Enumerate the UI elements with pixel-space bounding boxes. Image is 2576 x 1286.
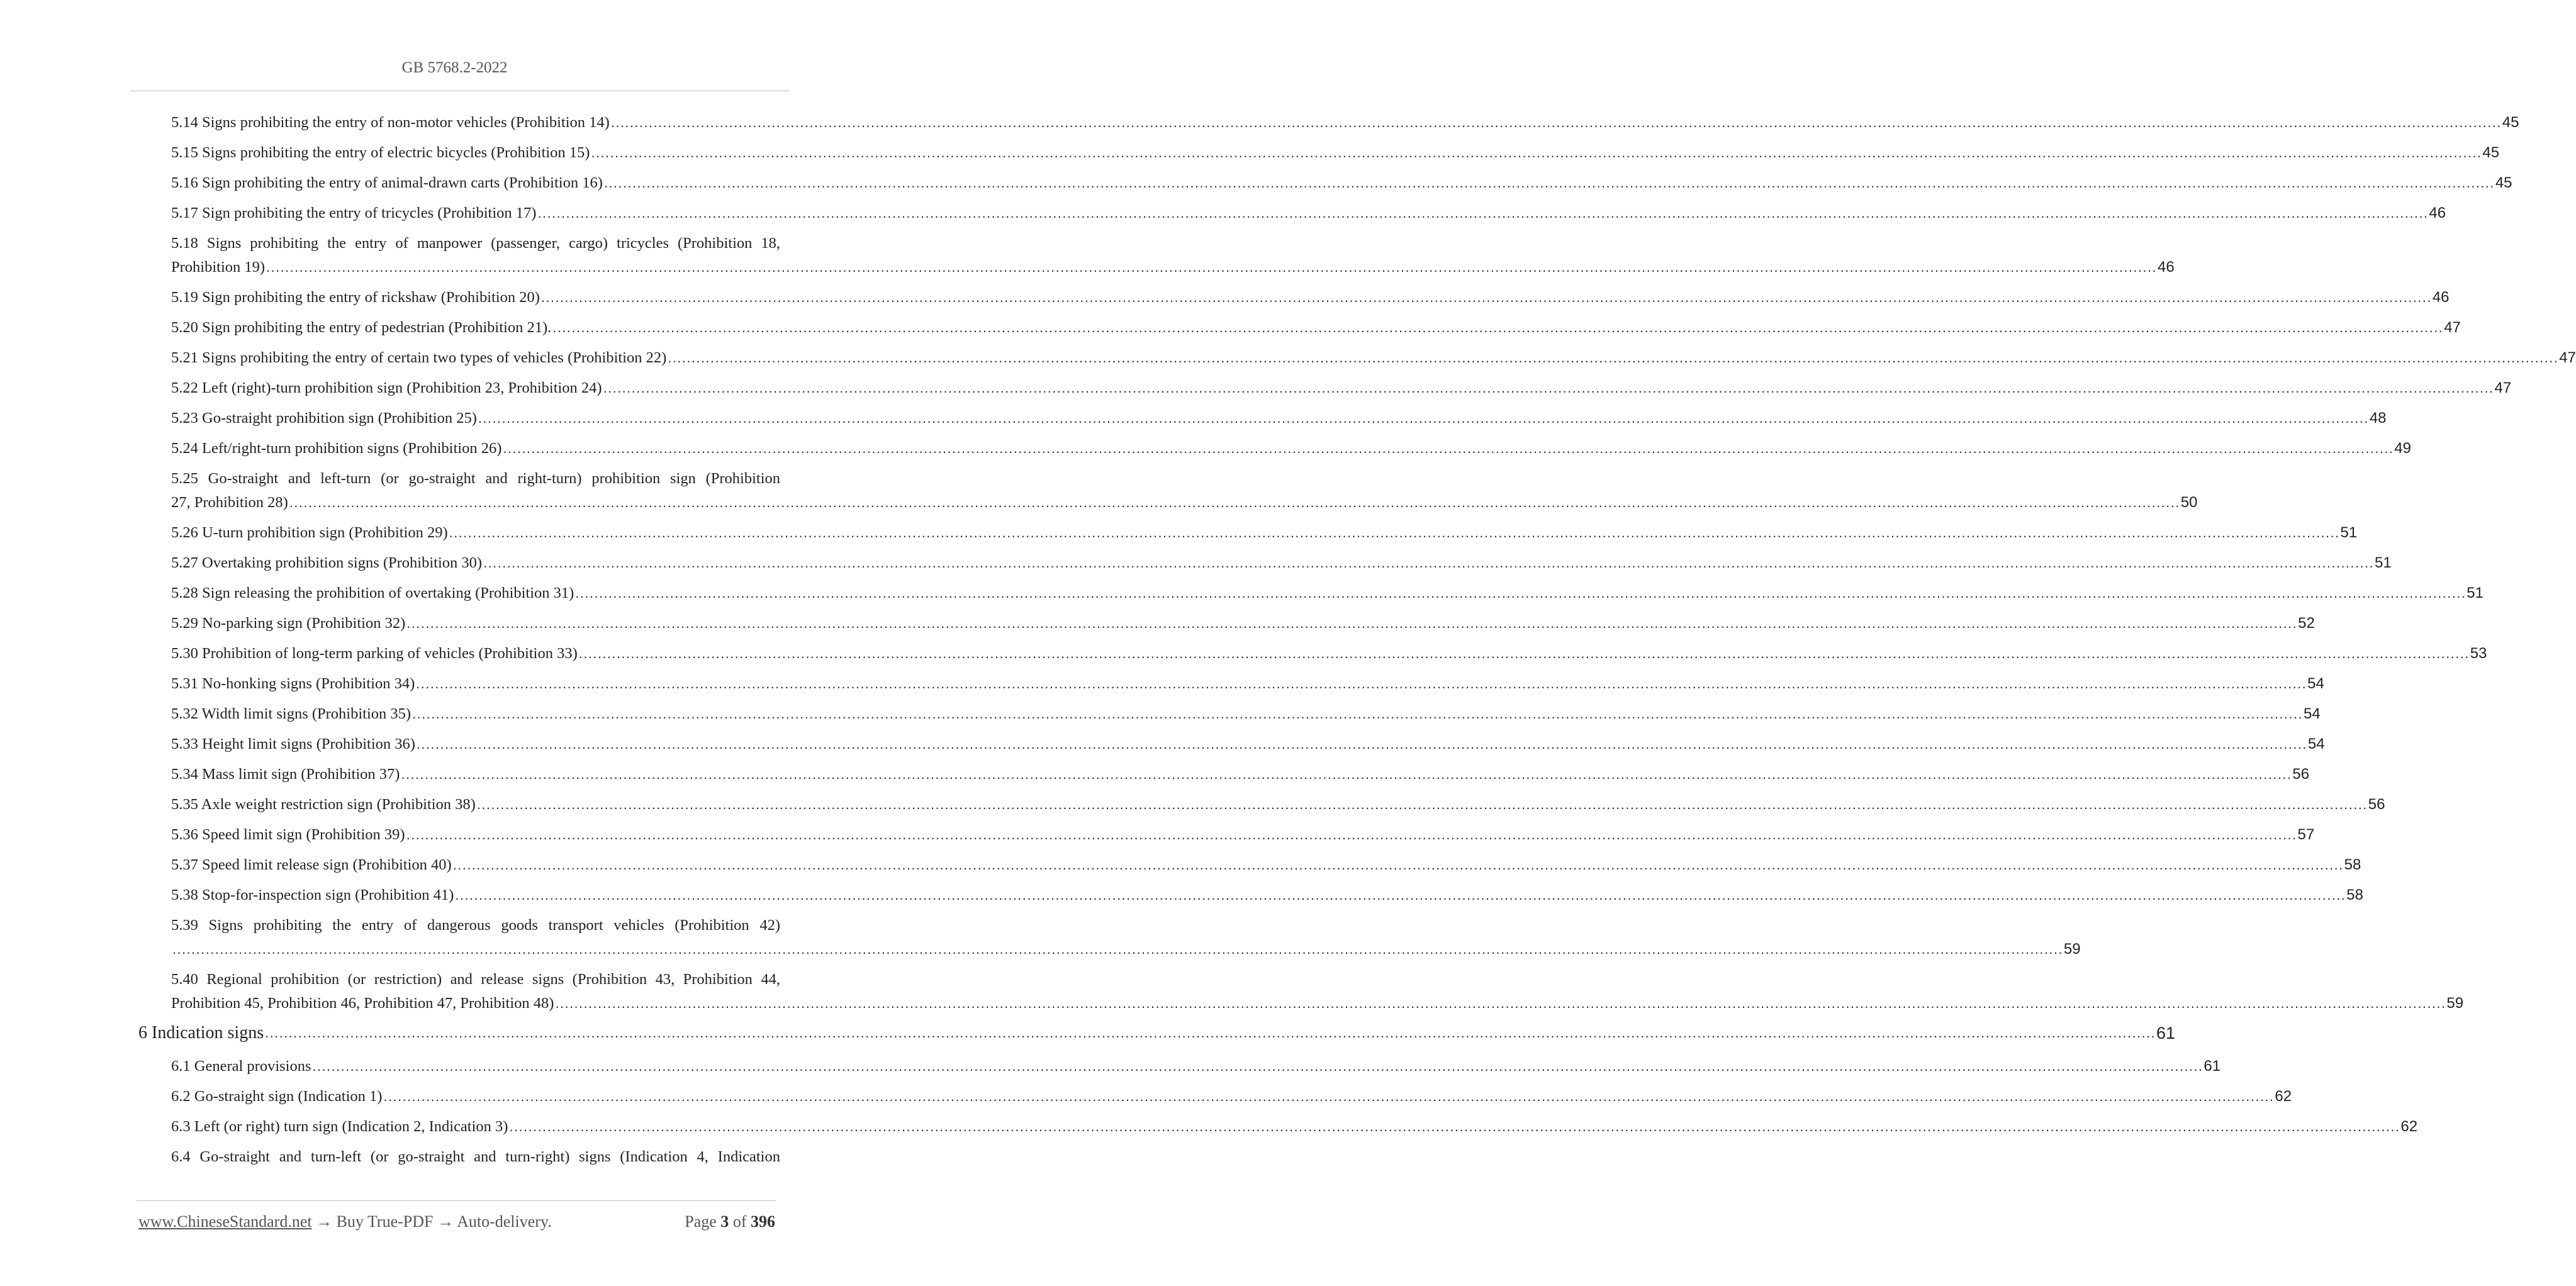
toc-entry[interactable]: [171, 201, 2446, 225]
toc-entry[interactable]: [171, 672, 2324, 696]
toc-entry-title: Prohibition 45, Prohibition 46, Prohibition 47, Prohibition 48): [171, 995, 554, 1012]
toc-chapter-entry[interactable]: [138, 1020, 2176, 1046]
toc-entry-title: 5.29 No-parking sign (Prohibition 32): [171, 615, 406, 632]
toc-entry[interactable]: [171, 763, 2310, 786]
toc-leader-dots: ................................................................................................................................................................................................................................................................................................................................................................................................................: [406, 615, 2298, 631]
toc-leader-dots: ................................................................................................................................................................................................................................................................................................................................................................................................................: [265, 1025, 2156, 1041]
toc-entry[interactable]: [171, 853, 2361, 877]
toc-leader-dots: ................................................................................................................................................................................................................................................................................................................................................................................................................: [452, 857, 2344, 873]
toc-entry-title: 5.16 Sign prohibiting the entry of animal-drawn carts (Prohibition 16): [171, 174, 603, 191]
toc-entry[interactable]: [171, 1085, 2292, 1109]
toc-page-number: 59: [2063, 941, 2081, 958]
toc-entry-title: 5.32 Width limit signs (Prohibition 35): [171, 705, 412, 722]
toc-leader-dots: ................................................................................................................................................................................................................................................................................................................................................................................................................: [478, 410, 2369, 426]
arrow-icon: →: [437, 1212, 454, 1231]
toc-page-number: 46: [2429, 204, 2446, 221]
toc-entry-title: 5.36 Speed limit sign (Prohibition 39): [171, 826, 405, 843]
toc-page-number: 50: [2180, 494, 2198, 511]
toc-entry-title: 6.1 General provisions: [171, 1058, 311, 1075]
toc-entry[interactable]: [171, 316, 2461, 340]
footer-left: [138, 1212, 552, 1231]
toc-page-number: 54: [2307, 675, 2324, 692]
toc-entry[interactable]: [171, 732, 2325, 756]
of-word: of: [732, 1212, 747, 1231]
toc-leader-dots: ................................................................................................................................................................................................................................................................................................................................................................................................................: [552, 320, 2444, 335]
toc-entry-line: 5.40 Regional prohibition (or restriction) and release signs (Prohibition 43, Prohibition 44,: [171, 971, 780, 988]
toc-page-number: 62: [2400, 1118, 2418, 1135]
toc-entry[interactable]: [171, 406, 2387, 430]
toc-entry[interactable]: [171, 171, 2512, 195]
toc-entry[interactable]: [171, 883, 2363, 907]
toc-leader-dots: ................................................................................................................................................................................................................................................................................................................................................................................................................: [172, 941, 2063, 957]
total-pages: 396: [751, 1212, 775, 1231]
toc-page-number: 59: [2446, 995, 2464, 1012]
toc-entry[interactable]: [171, 111, 2519, 135]
toc-leader-dots: ................................................................................................................................................................................................................................................................................................................................................................................................................: [412, 706, 2303, 722]
toc-entry-title: 5.38 Stop-for-inspection sign (Prohibition 41): [171, 886, 454, 903]
toc-entry-title: 5.20 Sign prohibiting the entry of pedestrian (Prohibition 21).: [171, 319, 552, 336]
toc-entry-title: 5.24 Left/right-turn prohibition signs (Prohibition 26): [171, 440, 502, 457]
toc-leader-dots: ................................................................................................................................................................................................................................................................................................................................................................................................................: [503, 440, 2394, 456]
toc-leader-dots: ................................................................................................................................................................................................................................................................................................................................................................................................................: [401, 766, 2292, 782]
toc-entry-title: 6.4 Go-straight and turn-left (or go-straight and turn-right) signs (Indication 4, Indication: [171, 1148, 780, 1165]
toc-entry[interactable]: [171, 437, 2411, 461]
toc-page-number: 48: [2369, 410, 2387, 427]
page-counter: [685, 1212, 775, 1231]
toc-page-number: 54: [2307, 735, 2325, 752]
toc-leader-dots: ................................................................................................................................................................................................................................................................................................................................................................................................................: [383, 1088, 2275, 1104]
toc-page-number: 46: [2157, 259, 2175, 276]
toc-page-number: 45: [2495, 174, 2512, 191]
toc-entry[interactable]: [171, 793, 2385, 817]
toc-leader-dots: ................................................................................................................................................................................................................................................................................................................................................................................................................: [266, 259, 2157, 275]
toc-page-number: 58: [2344, 856, 2361, 873]
toc-page-number: 57: [2297, 826, 2315, 843]
toc-entry-title: 5.19 Sign prohibiting the entry of rickshaw (Prohibition 20): [171, 289, 540, 306]
toc-page-number: 53: [2470, 645, 2487, 662]
toc-leader-dots: ................................................................................................................................................................................................................................................................................................................................................................................................................: [603, 175, 2495, 191]
toc-leader-dots: ................................................................................................................................................................................................................................................................................................................................................................................................................: [610, 115, 2502, 130]
toc-page-number: 47: [2494, 379, 2512, 396]
toc-entry-title: Prohibition 19): [171, 259, 266, 276]
toc-entry[interactable]: [171, 141, 2500, 165]
toc-entry-line: 5.25 Go-straight and left-turn (or go-straight and right-turn) prohibition sign (Prohibition: [171, 470, 780, 487]
toc-entry[interactable]: [171, 491, 2198, 515]
toc-page-number: 46: [2432, 289, 2450, 306]
toc-entry[interactable]: [171, 1115, 2418, 1139]
toc-leader-dots: ................................................................................................................................................................................................................................................................................................................................................................................................................: [591, 145, 2482, 160]
toc-page-number: 54: [2303, 705, 2321, 722]
toc-entry-title: 27, Prohibition 28): [171, 494, 288, 511]
toc-entry-title: 5.30 Prohibition of long-term parking of vehicles (Prohibition 33): [171, 645, 578, 662]
toc-leader-dots: ................................................................................................................................................................................................................................................................................................................................................................................................................: [575, 585, 2467, 601]
toc-entry[interactable]: [171, 286, 2450, 310]
toc-entry[interactable]: [171, 702, 2321, 726]
toc-entry-title: 6 Indication signs: [138, 1023, 264, 1043]
toc-page-number: 49: [2394, 440, 2411, 457]
toc-entry[interactable]: [171, 612, 2315, 635]
toc-entry[interactable]: [171, 642, 2487, 666]
toc-entry-title: 5.27 Overtaking prohibition signs (Prohibition 30): [171, 554, 483, 571]
toc-leader-dots: ................................................................................................................................................................................................................................................................................................................................................................................................................: [578, 646, 2470, 661]
toc-entry-title: 6.2 Go-straight sign (Indication 1): [171, 1088, 383, 1105]
toc-entry[interactable]: [171, 1054, 2221, 1078]
toc-entry[interactable]: [171, 376, 2512, 400]
toc-page-number: 61: [2204, 1058, 2221, 1075]
toc-leader-dots: ................................................................................................................................................................................................................................................................................................................................................................................................................: [406, 827, 2297, 842]
toc-entry-line: 5.18 Signs prohibiting the entry of manpower (passenger, cargo) tricycles (Prohibition 18,: [171, 235, 780, 252]
arrow-icon: →: [316, 1212, 333, 1231]
toc-entry-title: 5.14 Signs prohibiting the entry of non-motor vehicles (Prohibition 14): [171, 114, 610, 131]
toc-entry-title: 5.33 Height limit signs (Prohibition 36): [171, 735, 415, 752]
toc-entry-title: 5.31 No-honking signs (Prohibition 34): [171, 675, 415, 692]
toc-page-number: 51: [2340, 524, 2358, 541]
toc-page-number: 47: [2444, 319, 2461, 336]
toc-entry-title: 5.23 Go-straight prohibition sign (Prohibition 25): [171, 410, 477, 427]
toc-entry[interactable]: [171, 551, 2392, 575]
toc-entry[interactable]: [171, 521, 2358, 545]
toc-page-number: 45: [2482, 144, 2500, 161]
toc-page-number: 45: [2502, 114, 2519, 131]
toc-leader-dots: ................................................................................................................................................................................................................................................................................................................................................................................................................: [668, 350, 2559, 366]
toc-entry-title: 5.15 Signs prohibiting the entry of electric bicycles (Prohibition 15): [171, 144, 590, 161]
toc-leader-dots: ................................................................................................................................................................................................................................................................................................................................................................................................................: [509, 1119, 2400, 1134]
site-link[interactable]: www.ChineseStandard.net: [138, 1212, 312, 1231]
toc-entry-title: 6.3 Left (or right) turn sign (Indication 2, Indication 3): [171, 1118, 508, 1135]
toc-leader-dots: ................................................................................................................................................................................................................................................................................................................................................................................................................: [455, 887, 2346, 903]
toc-entry-title: 5.21 Signs prohibiting the entry of certain two types of vehicles (Prohibition 22): [171, 349, 667, 366]
toc-page-number: 56: [2368, 796, 2385, 813]
footer-divider: [137, 1200, 776, 1201]
toc-entry[interactable]: [171, 255, 2175, 279]
toc-entry-title: 5.22 Left (right)-turn prohibition sign (Prohibition 23, Prohibition 24): [171, 379, 602, 396]
page-footer: [138, 1212, 775, 1231]
toc-entry-title: 5.37 Speed limit release sign (Prohibition 40): [171, 856, 452, 873]
toc-entry-title: 5.34 Mass limit sign (Prohibition 37): [171, 766, 400, 783]
current-page: 3: [720, 1212, 729, 1231]
auto-delivery-text: Auto-delivery.: [457, 1212, 552, 1231]
toc-entry-title: 5.17 Sign prohibiting the entry of tricycles (Prohibition 17): [171, 204, 537, 221]
toc-entry-title: 5.35 Axle weight restriction sign (Prohibition 38): [171, 796, 476, 813]
toc-page-number: 58: [2346, 886, 2363, 903]
toc-leader-dots: ................................................................................................................................................................................................................................................................................................................................................................................................................: [603, 380, 2494, 396]
toc-leader-dots: ................................................................................................................................................................................................................................................................................................................................................................................................................: [540, 289, 2432, 305]
toc-entry-line: 5.39 Signs prohibiting the entry of dangerous goods transport vehicles (Prohibition 42): [171, 917, 780, 934]
toc-leader-dots: ................................................................................................................................................................................................................................................................................................................................................................................................................: [449, 525, 2340, 540]
toc-entry[interactable]: [171, 346, 2576, 370]
toc-leader-dots: ................................................................................................................................................................................................................................................................................................................................................................................................................: [289, 495, 2180, 510]
toc-page-number: 51: [2374, 554, 2392, 571]
toc-leader-dots: ................................................................................................................................................................................................................................................................................................................................................................................................................: [483, 555, 2374, 571]
toc-leader-dots: ................................................................................................................................................................................................................................................................................................................................................................................................................: [416, 736, 2307, 752]
toc-entry-title: 5.26 U-turn prohibition sign (Prohibition 29): [171, 524, 448, 541]
toc-leader-dots: ................................................................................................................................................................................................................................................................................................................................................................................................................: [416, 676, 2307, 691]
toc-page-number: 52: [2298, 615, 2315, 632]
toc-entry[interactable]: [171, 992, 2464, 1015]
toc-page-number: 61: [2156, 1024, 2176, 1043]
toc-entry[interactable]: [171, 937, 2081, 961]
buy-pdf-text: Buy True-PDF: [336, 1212, 434, 1231]
toc-entry[interactable]: [171, 823, 2315, 847]
toc-page-number: 51: [2467, 584, 2484, 601]
document-id-header: GB 5768.2-2022: [401, 59, 508, 76]
toc-leader-dots: ................................................................................................................................................................................................................................................................................................................................................................................................................: [312, 1058, 2204, 1074]
toc-page-number: 56: [2292, 766, 2310, 783]
toc-entry[interactable]: [171, 1145, 780, 1169]
toc-entry[interactable]: [171, 581, 2484, 605]
toc-leader-dots: ................................................................................................................................................................................................................................................................................................................................................................................................................: [476, 797, 2368, 812]
toc-leader-dots: ................................................................................................................................................................................................................................................................................................................................................................................................................: [555, 995, 2446, 1011]
toc-page-number: 47: [2559, 349, 2576, 366]
page-word: Page: [685, 1212, 717, 1231]
toc-leader-dots: ................................................................................................................................................................................................................................................................................................................................................................................................................: [537, 205, 2429, 221]
toc-entry-title: 5.28 Sign releasing the prohibition of overtaking (Prohibition 31): [171, 584, 574, 601]
toc-page-number: 62: [2275, 1088, 2292, 1105]
